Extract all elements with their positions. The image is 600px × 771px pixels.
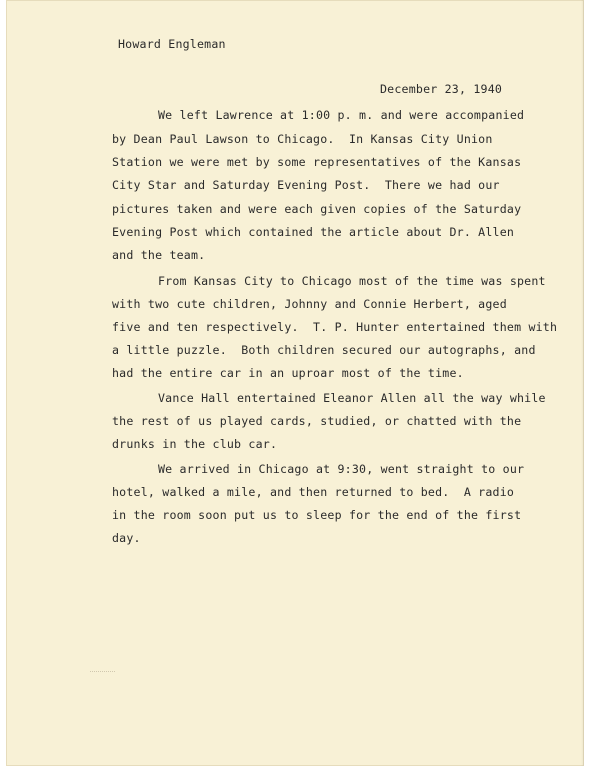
paragraph-2-line-3: five and ten respectively. T. P. Hunter entertained them with [112,320,558,334]
paragraph-1-line-5: pictures taken and were each given copies of the Saturday [112,202,522,216]
paragraph-2-line-5: had the entire car in an uproar most of the time. [112,366,464,380]
paragraph-3-line-2: the rest of us played cards, studied, or chatted with the [112,414,522,428]
document-date: December 23, 1940 [380,82,503,96]
paragraph-1-line-3: Station we were met by some representatives of the Kansas [112,155,522,169]
paper-edge-shadow [581,0,584,766]
faint-paper-mark [90,671,115,672]
paragraph-2-line-1: From Kansas City to Chicago most of the time was spent [158,274,546,288]
paragraph-4-line-4: day. [112,531,141,545]
author-name: Howard Engleman [118,37,226,51]
paragraph-4-line-2: hotel, walked a mile, and then returned to bed. A radio [112,485,515,499]
paragraph-1-line-4: City Star and Saturday Evening Post. There we had our [112,178,500,192]
paragraph-3-line-3: drunks in the club car. [112,437,278,451]
paragraph-3-line-1: Vance Hall entertained Eleanor Allen all the way while [158,391,546,405]
paragraph-1-line-1: We left Lawrence at 1:00 p. m. and were accompanied [158,108,525,122]
paragraph-2-line-4: a little puzzle. Both children secured our autographs, and [112,343,536,357]
paragraph-1-line-2: by Dean Paul Lawson to Chicago. In Kansas City Union [112,132,493,146]
paragraph-1-line-7: and the team. [112,248,206,262]
paragraph-4-line-3: in the room soon put us to sleep for the end of the first [112,508,522,522]
paragraph-2-line-2: with two cute children, Johnny and Connie Herbert, aged [112,297,507,311]
paragraph-4-line-1: We arrived in Chicago at 9:30, went straight to our [158,462,525,476]
paragraph-1-line-6: Evening Post which contained the article about Dr. Allen [112,225,515,239]
